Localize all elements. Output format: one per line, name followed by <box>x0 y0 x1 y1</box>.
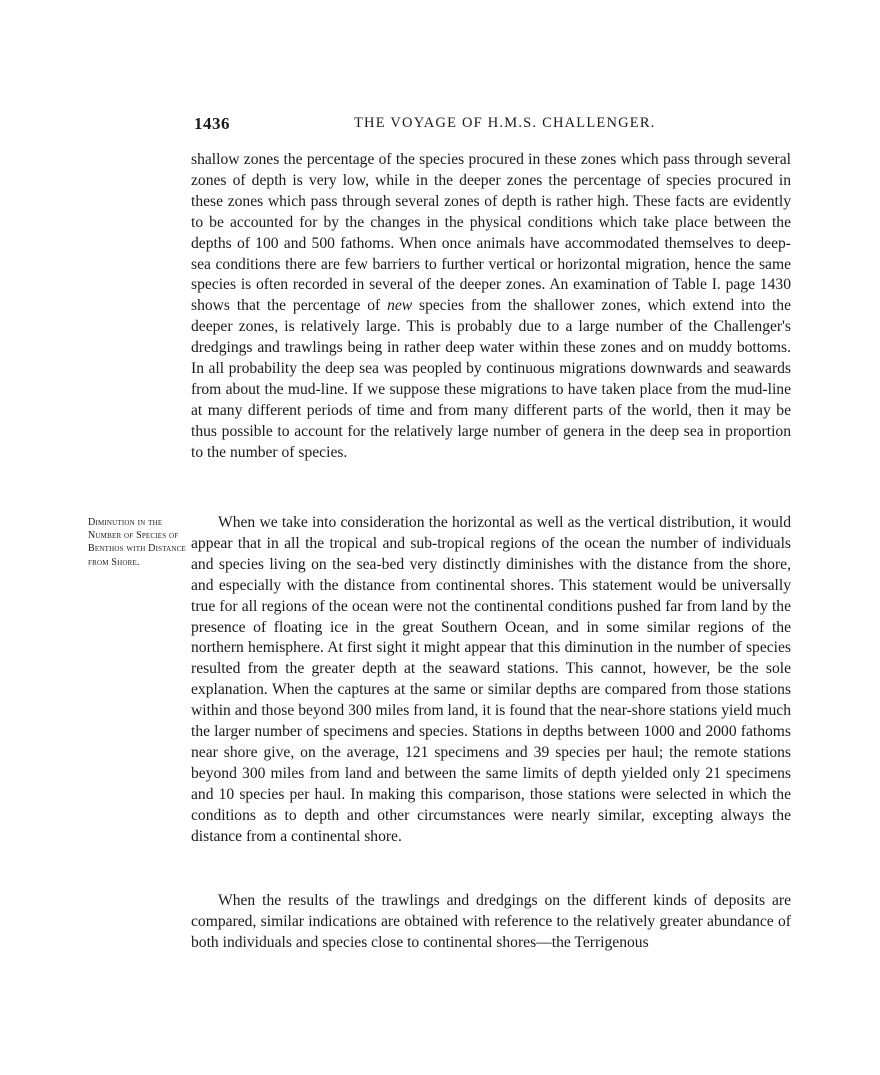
paragraph-horizontal-distribution: When we take into consideration the horizontal as well as the vertical distribution, it would appear that in all the tropical and sub-tropical regions of the ocean the number of individuals and species living on the sea-bed very distinctly diminishes with the distance from the shore, and especially with the distance from continental shores. This statement would be universally true for all regions of the ocean were not the continental conditions pushed far from land by the presence of floating ice in the great Southern Ocean, and in some similar regions of the northern hemisphere. At first sight it might appear that this diminution in the number of species resulted from the greater depth at the seaward stations. This cannot, however, be the sole explanation. When the captures at the same or similar depths are compared from those stations within and those beyond 300 miles from land, it is found that the near-shore stations yield much the larger number of specimens and species. Stations in depths between 1000 and 2000 fathoms near shore give, on the average, 121 specimens and 39 species per haul; the remote stations beyond 300 miles from land and between the same limits of depth yielded only 21 specimens and 10 species per haul. In making this comparison, those stations were selected in which the conditions as to depth and other circumstances were nearly similar, excepting always the distance from a continental shore. <box>191 514 791 845</box>
running-title: THE VOYAGE OF H.M.S. CHALLENGER. <box>354 115 656 131</box>
paragraph-deposits: When the results of the trawlings and dredgings on the different kinds of deposits are compared, similar indications are obtained with reference to the relatively greater abundance of both individuals and species close to continental shores—the Terrigenous <box>191 892 791 951</box>
page-header <box>194 114 790 140</box>
page-number: 1436 <box>194 114 230 133</box>
paragraph-text: species from the shallower zones, which extend into the deeper zones, is relatively large. This is probably due to a large number of the Challenger's dredgings and trawlings being in rather deep water within these zones and on muddy bottoms. In all probability the deep sea was peopled by continuous migrations downwards and seawards from about the mud-line. If we suppose these migrations to have taken place from the mud-line at many different periods of time and from many different parts of the world, then it may be thus possible to account for the relatively large number of genera in the deep sea in proportion to the number of species. <box>191 297 791 461</box>
italic-word: new <box>387 297 413 315</box>
paragraph-text: shallow zones the percentage of the species procured in these zones which pass through several zones of depth is very low, while in the deeper zones the percentage of species procured in these zones which pass through several zones of depth is rather high. These facts are evidently to be accounted for by the changes in the physical conditions which take place between the depths of 100 and 500 fathoms. When once animals have accommodated themselves to deep-sea conditions there are few barriers to further vertical or horizontal migration, hence the same species is often recorded in several of the deeper zones. An examination of Table I. page 1430 shows that the percentage of <box>191 151 791 315</box>
margin-sidenote: Diminution in the Number of Species of Benthos with Distance from Shore. <box>88 517 186 568</box>
paragraph-continued <box>191 150 791 464</box>
